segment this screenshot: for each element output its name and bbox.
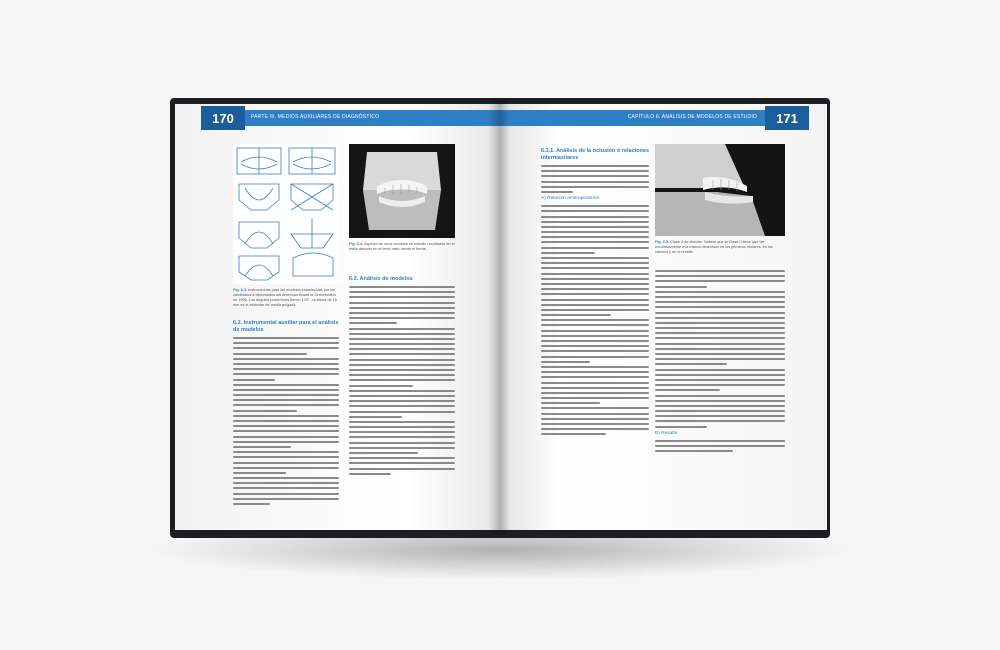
section-heading-6-2: 6.2. Instrumental auxiliar para el análisis de modelos: [233, 320, 339, 333]
dental-cast-image: [349, 144, 455, 238]
section-heading-6-3: 6.3. Análisis de modelos: [349, 276, 413, 282]
left-diagram-caption-text: Instrucciones para los modelos establecidas por los candidatos a diplomados del American Board of Orthodontics en 1990. Los ángulos posteriores tienen 120°. La altura de 15 mm es el estándar de media pulgada.: [233, 288, 337, 307]
left-page-number: 170: [201, 106, 245, 130]
subheading-relacion-anteroposterior: A) Relación anteroposterior: [541, 196, 600, 202]
right-page-number: 171: [765, 106, 809, 130]
right-photo-caption: [655, 240, 785, 255]
right-photo-caption-text: Clase II de división. Nótese que la Clase II tiene que ver exclusivamente a la misma dimensión en los primeros molares, en los caninos y en el resalte.: [655, 240, 773, 254]
left-page-column-1: [233, 316, 339, 508]
section-heading-6-3-1: 6.3.1. Análisis de la oclusión o relaciones intermaxilares: [541, 148, 650, 161]
left-running-head: PARTE III. MEDIOS AUXILIARES DE DIAGNÓSTICO: [251, 114, 380, 120]
right-page-column-1: [541, 144, 649, 439]
book-spine-gutter: [488, 100, 510, 534]
left-photo-caption-label: Fig. 6.4.: [349, 242, 364, 246]
right-page-column-2: [655, 270, 785, 455]
left-diagram-caption: [233, 288, 337, 308]
left-dental-model-photo: [349, 144, 455, 238]
dental-model-diagrams: [233, 144, 339, 284]
model-diagrams-figure: [233, 144, 339, 284]
left-page: [175, 104, 505, 530]
left-photo-caption: [349, 242, 455, 252]
left-diagram-caption-label: Fig. 6.3.: [233, 288, 248, 292]
right-running-head: CAPÍTULO 6. ANÁLISIS DE MODELOS DE ESTUDIO: [627, 114, 757, 120]
left-photo-caption-text: Aspecto de unos modelos de estudio recortados en el estilo descrito en el texto visto desde el frente.: [349, 242, 455, 251]
right-page: [497, 104, 827, 530]
left-page-column-2: [349, 272, 455, 478]
dental-cast-profile-image: [655, 144, 785, 236]
subheading-resalte: B) Resalte: [655, 430, 678, 436]
right-photo-caption-label: Fig. 6.5.: [655, 240, 670, 244]
right-dental-model-photo: [655, 144, 785, 236]
